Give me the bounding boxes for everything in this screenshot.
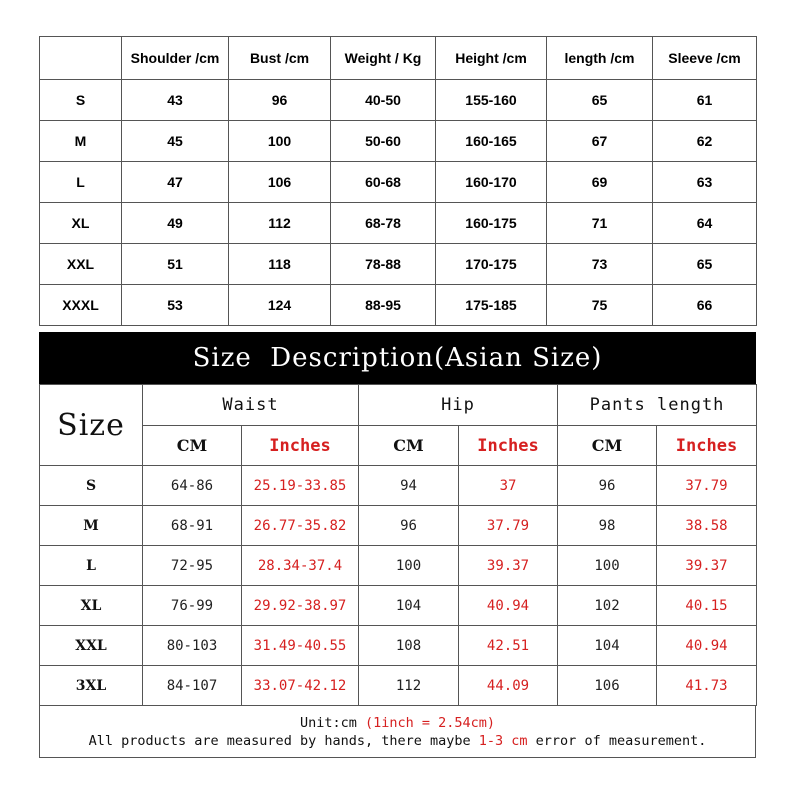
table-row <box>40 121 757 162</box>
waist-cm-cell: 68-91 <box>143 506 242 546</box>
waist-inches-cell: 28.34-37.4 <box>242 546 359 586</box>
table-cell: 71 <box>547 203 653 244</box>
table-cell: 96 <box>229 80 331 121</box>
table-cell: 66 <box>653 285 757 326</box>
table-row <box>40 546 757 586</box>
waist-cm-cell: 64-86 <box>143 466 242 506</box>
length-inches-cell: 40.15 <box>657 586 757 626</box>
unit-conversion: (1inch = 2.54cm) <box>364 715 496 731</box>
hip-inches-cell: 39.37 <box>459 546 558 586</box>
table-cell: 69 <box>547 162 653 203</box>
table-cell: 160-175 <box>436 203 547 244</box>
table-cell: 43 <box>122 80 229 121</box>
size-cell: XXXL <box>40 285 122 326</box>
header-cell-height: Height /cm <box>436 37 547 80</box>
size-description-banner: Size Description(Asian Size) <box>39 332 756 384</box>
size-cell: XL <box>40 203 122 244</box>
table-cell: 73 <box>547 244 653 285</box>
size-cell: S <box>40 466 143 506</box>
table-cell: 63 <box>653 162 757 203</box>
table-cell: 155-160 <box>436 80 547 121</box>
table-cell: 67 <box>547 121 653 162</box>
size-cell: M <box>40 121 122 162</box>
pants-length-group-header: Pants length <box>558 385 757 426</box>
table-cell: 40-50 <box>331 80 436 121</box>
waist-inches-cell: 26.77-35.82 <box>242 506 359 546</box>
table-cell: 53 <box>122 285 229 326</box>
table-cell: 62 <box>653 121 757 162</box>
table-cell: 65 <box>547 80 653 121</box>
table-cell: 65 <box>653 244 757 285</box>
hip-inches-cell: 40.94 <box>459 586 558 626</box>
unit-header-inches: Inches <box>657 426 757 466</box>
table-cell: 47 <box>122 162 229 203</box>
header-cell-weight: Weight / Kg <box>331 37 436 80</box>
unit-header-cm: CM <box>359 426 459 466</box>
unit-note <box>40 715 755 731</box>
waist-inches-cell: 29.92-38.97 <box>242 586 359 626</box>
size-cell: L <box>40 162 122 203</box>
header-cell-length: length /cm <box>547 37 653 80</box>
table-cell: 112 <box>229 203 331 244</box>
table-cell: 88-95 <box>331 285 436 326</box>
table-cell: 64 <box>653 203 757 244</box>
size-column-header: Size <box>40 385 143 466</box>
unit-header-cm: CM <box>558 426 657 466</box>
length-inches-cell: 37.79 <box>657 466 757 506</box>
pants-size-table <box>39 384 757 706</box>
table-row <box>40 466 757 506</box>
size-cell: L <box>40 546 143 586</box>
unit-header-cm: CM <box>143 426 242 466</box>
waist-cm-cell: 72-95 <box>143 546 242 586</box>
length-cm-cell: 102 <box>558 586 657 626</box>
group-header-row <box>40 385 757 426</box>
table-cell: 175-185 <box>436 285 547 326</box>
error-note <box>40 733 755 749</box>
table-cell: 75 <box>547 285 653 326</box>
length-cm-cell: 100 <box>558 546 657 586</box>
hip-cm-cell: 104 <box>359 586 459 626</box>
table-row <box>40 586 757 626</box>
length-cm-cell: 96 <box>558 466 657 506</box>
table-cell: 160-165 <box>436 121 547 162</box>
table-cell: 49 <box>122 203 229 244</box>
table-cell: 78-88 <box>331 244 436 285</box>
table-row <box>40 626 757 666</box>
table-cell: 51 <box>122 244 229 285</box>
waist-cm-cell: 84-107 <box>143 666 242 706</box>
waist-cm-cell: 80-103 <box>143 626 242 666</box>
length-inches-cell: 41.73 <box>657 666 757 706</box>
table-row <box>40 203 757 244</box>
size-cell: 3XL <box>40 666 143 706</box>
length-cm-cell: 104 <box>558 626 657 666</box>
table-cell: 170-175 <box>436 244 547 285</box>
header-cell-sleeve: Sleeve /cm <box>653 37 757 80</box>
size-cell: S <box>40 80 122 121</box>
table-header-row <box>40 37 757 80</box>
table-row <box>40 506 757 546</box>
header-cell-shoulder: Shoulder /cm <box>122 37 229 80</box>
length-inches-cell: 40.94 <box>657 626 757 666</box>
hip-cm-cell: 96 <box>359 506 459 546</box>
hip-cm-cell: 94 <box>359 466 459 506</box>
table-cell: 124 <box>229 285 331 326</box>
table-cell: 160-170 <box>436 162 547 203</box>
table-cell: 68-78 <box>331 203 436 244</box>
hip-cm-cell: 100 <box>359 546 459 586</box>
waist-inches-cell: 25.19-33.85 <box>242 466 359 506</box>
hip-group-header: Hip <box>359 385 558 426</box>
unit-header-row <box>40 426 757 466</box>
error-range: 1-3 cm <box>478 733 528 749</box>
hip-cm-cell: 112 <box>359 666 459 706</box>
hip-inches-cell: 37.79 <box>459 506 558 546</box>
table-row <box>40 80 757 121</box>
length-inches-cell: 39.37 <box>657 546 757 586</box>
table-cell: 118 <box>229 244 331 285</box>
header-cell-empty <box>40 37 122 80</box>
table-row <box>40 162 757 203</box>
error-note-text-end: error of measurement. <box>527 733 707 749</box>
table-row <box>40 244 757 285</box>
table-cell: 60-68 <box>331 162 436 203</box>
size-cell: XXL <box>40 626 143 666</box>
unit-label: Unit:cm <box>299 715 365 731</box>
table-cell: 106 <box>229 162 331 203</box>
error-note-text: All products are measured by hands, there maybe <box>88 733 479 749</box>
table-cell: 61 <box>653 80 757 121</box>
hip-inches-cell: 44.09 <box>459 666 558 706</box>
table-cell: 45 <box>122 121 229 162</box>
table-cell: 100 <box>229 121 331 162</box>
length-cm-cell: 98 <box>558 506 657 546</box>
hip-inches-cell: 37 <box>459 466 558 506</box>
length-cm-cell: 106 <box>558 666 657 706</box>
hip-inches-cell: 42.51 <box>459 626 558 666</box>
waist-group-header: Waist <box>143 385 359 426</box>
body-size-table <box>39 36 757 326</box>
table-row <box>40 285 757 326</box>
table-row <box>40 666 757 706</box>
unit-header-inches: Inches <box>459 426 558 466</box>
waist-inches-cell: 33.07-42.12 <box>242 666 359 706</box>
measurement-note <box>39 705 756 758</box>
length-inches-cell: 38.58 <box>657 506 757 546</box>
size-cell: XL <box>40 586 143 626</box>
waist-inches-cell: 31.49-40.55 <box>242 626 359 666</box>
size-cell: M <box>40 506 143 546</box>
header-cell-bust: Bust /cm <box>229 37 331 80</box>
size-cell: XXL <box>40 244 122 285</box>
hip-cm-cell: 108 <box>359 626 459 666</box>
waist-cm-cell: 76-99 <box>143 586 242 626</box>
unit-header-inches: Inches <box>242 426 359 466</box>
table-cell: 50-60 <box>331 121 436 162</box>
